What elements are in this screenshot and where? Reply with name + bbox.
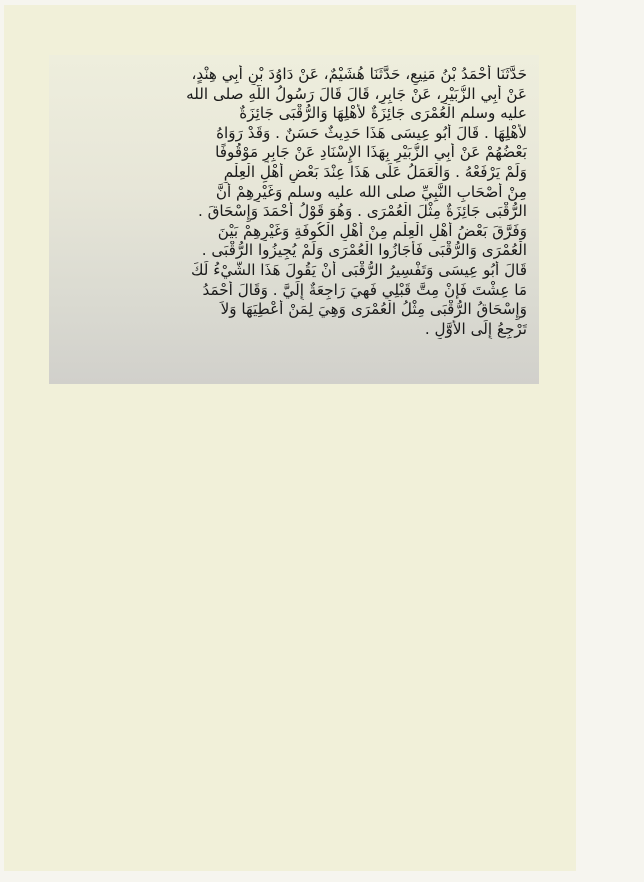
text-line-10: الْعُمْرَى وَالرُّقْبَى فَأَجَازُوا الْعُمْرَى وَلَمْ يُجِيزُوا الرُّقْبَى . xyxy=(201,241,527,260)
text-block xyxy=(49,55,539,384)
text-line-11: قَالَ أَبُو عِيسَى وَتَفْسِيرُ الرُّقْبَى أَنْ يَقُولَ هَذَا الشَّيْءُ لَكَ xyxy=(191,260,527,279)
text-line-1: حَدَّثَنَا أَحْمَدُ بْنُ مَنِيعٍ، حَدَّثَنَا هُشَيْمٌ، عَنْ دَاوُدَ بْنِ أَبِي هِنْدٍ، xyxy=(191,65,527,83)
text-line-2: عَنْ أَبِي الزُّبَيْرِ، عَنْ جَابِرٍ، قَالَ قَالَ رَسُولُ اللَّهِ صلى الله xyxy=(186,84,527,103)
text-line-3: عليه وسلم الْعُمْرَى جَائِزَةٌ لأَهْلِهَا وَالرُّقْبَى جَائِزَةٌ xyxy=(239,104,527,123)
text-line-9: وَفَرَّقَ بَعْضُ أَهْلِ الْعِلْمِ مِنْ أَهْلِ الْكُوفَةِ وَغَيْرِهِمْ بَيْنَ xyxy=(217,221,527,240)
document-page xyxy=(4,5,576,871)
text-line-12: مَا عِشْتَ فَإِنْ مِتَّ قَبْلِي فَهِيَ رَاجِعَةٌ إِلَيَّ . وَقَالَ أَحْمَدُ xyxy=(202,280,527,299)
text-line-13: وَإِسْحَاقُ الرُّقْبَى مِثْلُ الْعُمْرَى وَهِيَ لِمَنْ أُعْطِيَهَا وَلاَ xyxy=(220,300,527,319)
text-line-14: تَرْجِعُ إِلَى الأَوَّلِ . xyxy=(424,319,527,338)
hadith-paragraph xyxy=(61,65,527,339)
text-line-8: الرُّقْبَى جَائِزَةٌ مِثْلَ الْعُمْرَى . وَهُوَ قَوْلُ أَحْمَدَ وَإِسْحَاقَ . xyxy=(197,202,527,221)
text-line-5: بَعْضُهُمْ عَنْ أَبِي الزُّبَيْرِ بِهَذَا الإِسْنَادِ عَنْ جَابِرٍ مَوْقُوفًا xyxy=(215,143,527,162)
text-line-6: وَلَمْ يَرْفَعْهُ . وَالْعَمَلُ عَلَى هَذَا عِنْدَ بَعْضِ أَهْلِ الْعِلْمِ xyxy=(223,162,527,181)
text-line-4: لأَهْلِهَا . قَالَ أَبُو عِيسَى هَذَا حَدِيثٌ حَسَنٌ . وَقَدْ رَوَاهُ xyxy=(216,123,527,142)
text-line-7: مِنْ أَصْحَابِ النَّبِيِّ صلى الله عليه وسلم وَغَيْرِهِمْ أَنَّ xyxy=(215,182,527,201)
